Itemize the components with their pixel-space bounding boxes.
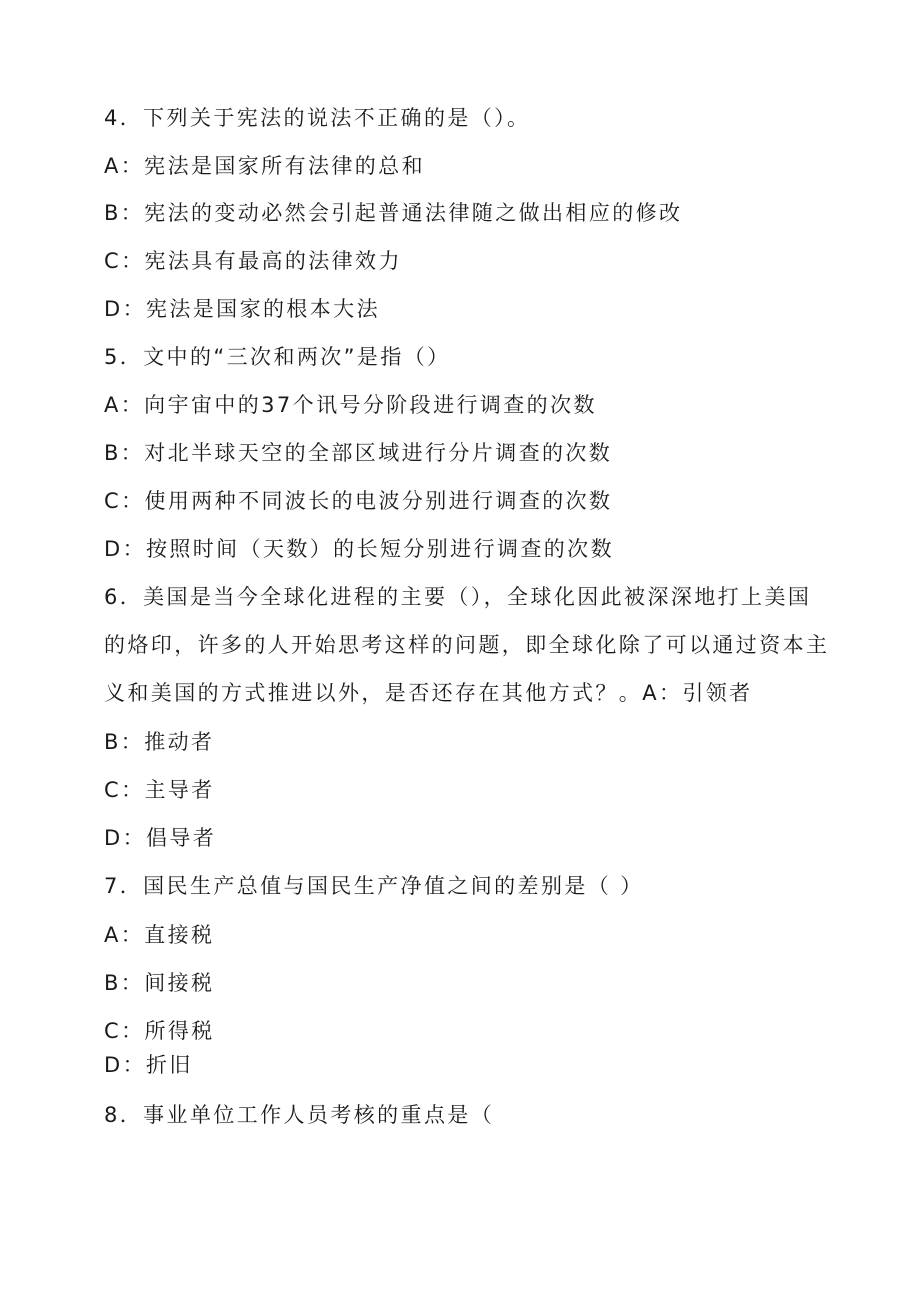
- question-6-stem-line-1: 6．美国是当今全球化进程的主要（），全球化因此被深深地打上美国: [104, 585, 812, 609]
- question-5-option-c: C：使用两种不同波长的电波分别进行调查的次数: [104, 489, 613, 513]
- question-7-option-d: D：折旧: [104, 1053, 193, 1077]
- question-7-option-b: B：间接税: [104, 971, 215, 995]
- question-7-option-a: A：直接税: [104, 923, 215, 947]
- question-5-stem: 5．文中的“三次和两次”是指（）: [104, 345, 451, 369]
- question-6-option-c: C：主导者: [104, 778, 215, 802]
- question-4-option-a: A：宪法是国家所有法律的总和: [104, 154, 425, 178]
- question-5-option-d: D：按照时间（天数）的长短分别进行调查的次数: [104, 537, 614, 561]
- question-5-option-b: B：对北半球天空的全部区域进行分片调查的次数: [104, 441, 613, 465]
- question-4-option-d: D：宪法是国家的根本大法: [104, 297, 380, 321]
- question-6-option-b: B：推动者: [104, 730, 215, 754]
- question-4-option-b: B：宪法的变动必然会引起普通法律随之做出相应的修改: [104, 201, 683, 225]
- question-6-option-d: D：倡导者: [104, 826, 217, 850]
- question-4-stem: 4．下列关于宪法的说法不正确的是（）。: [104, 106, 531, 130]
- question-8-stem: 8．事业单位工作人员考核的重点是（: [104, 1103, 495, 1127]
- question-5-option-a: A：向宇宙中的37个讯号分阶段进行调查的次数: [104, 393, 597, 417]
- question-4-option-c: C：宪法具有最高的法律效力: [104, 249, 402, 273]
- question-6-stem-line-3: 义和美国的方式推进以外，是否还存在其他方式？。A：引领者: [104, 681, 753, 705]
- question-7-stem: 7．国民生产总值与国民生产净值之间的差别是（ ）: [104, 874, 644, 898]
- question-7-option-c: C：所得税: [104, 1019, 215, 1043]
- question-6-stem-line-2: 的烙印，许多的人开始思考这样的问题，即全球化除了可以通过资本主: [104, 633, 830, 657]
